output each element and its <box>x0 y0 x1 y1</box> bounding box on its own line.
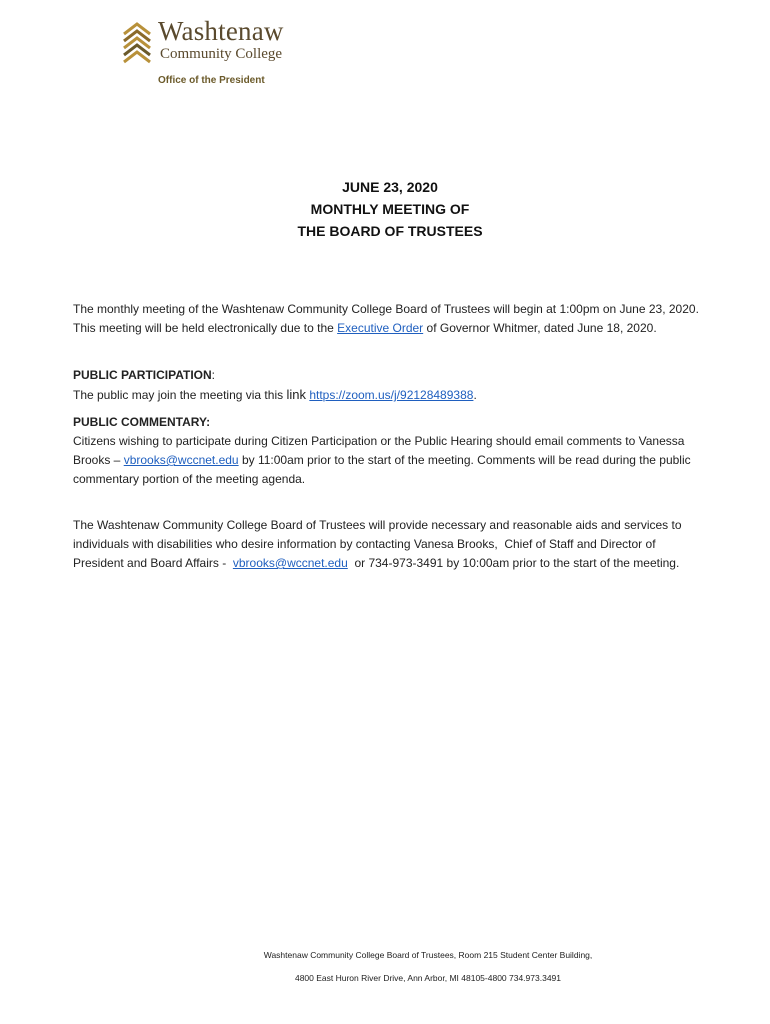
email-link[interactable]: vbrooks@wccnet.edu <box>123 453 239 467</box>
footer-line-1: Washtenaw Community College Board of Trustees, Room 215 Student Center Building, <box>263 950 593 960</box>
footer-line-2: 4800 East Huron River Drive, Ann Arbor, MI 48105-4800 734.973.3491 <box>294 973 562 983</box>
title-line-3: THE BOARD OF TRUSTEES <box>297 223 483 239</box>
college-logo <box>118 18 318 68</box>
public-commentary-section <box>73 413 701 489</box>
intro-text-end: of Governor Whitmer, dated June 18, 2020. <box>423 321 657 335</box>
logo-chevron-icon <box>118 20 156 64</box>
title-line-2: MONTHLY MEETING OF <box>310 201 470 217</box>
accessibility-text-end: or 734-973-3491 by 10:00am prior to the start of the meeting. <box>347 556 680 570</box>
participation-text: The public may join the meeting via this <box>73 388 287 402</box>
logo-wordmark-washtenaw: Washtenaw <box>158 16 284 46</box>
accessibility-email-link[interactable]: vbrooks@wccnet.edu <box>232 556 348 570</box>
accessibility-text: The Washtenaw Community College Board of Trustees will provide necessary and reasonable aids and services to individuals with disabilities who desire information by contacting Vanesa Brooks, Chief of Staff and Director of President and Board Affairs - <box>73 518 685 570</box>
title-date: JUNE 23, 2020 <box>342 179 438 195</box>
participation-end: . <box>473 388 477 402</box>
public-participation-section <box>73 366 701 405</box>
public-commentary-heading: PUBLIC COMMENTARY: <box>73 415 211 429</box>
commentary-text: Citizens wishing to participate during Citizen Participation or the Public Hearing should email comments to Vanessa Brooks – <box>73 434 685 467</box>
intro-text: The monthly meeting of the Washtenaw Community College Board of Trustees will begin at 1:00pm on June 23, 2020. This meeting will be held electronically due to the <box>73 302 699 335</box>
office-label: Office of the President <box>158 75 265 86</box>
public-participation-heading: PUBLIC PARTICIPATION <box>73 368 212 382</box>
logo-wordmark-community-college: Community College <box>160 46 283 62</box>
accessibility-paragraph <box>73 516 701 573</box>
commentary-text-end: by 11:00am prior to the start of the meeting. Comments will be read during the public commentary portion of the meeting agenda. <box>73 453 691 486</box>
document-title <box>0 176 770 242</box>
executive-order-link[interactable]: Executive Order <box>337 321 424 335</box>
link-word: link <box>286 387 306 402</box>
heading-colon: : <box>211 368 216 382</box>
zoom-link[interactable]: https://zoom.us/j/92128489388 <box>309 388 474 402</box>
intro-paragraph <box>73 300 701 338</box>
